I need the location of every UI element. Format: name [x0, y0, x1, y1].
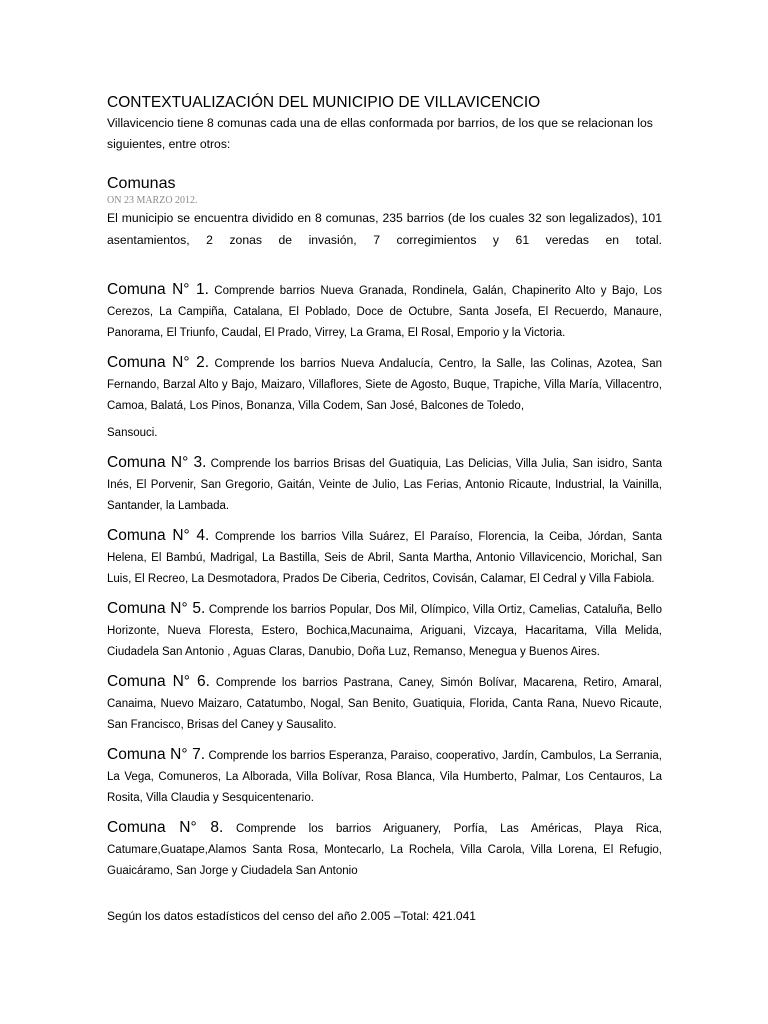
section-date: ON 23 MARZO 2012.	[107, 195, 198, 206]
comuna-3-label: Comuna N° 3.	[107, 454, 207, 471]
section-summary: El municipio se encuentra dividido en 8 comunas, 235 barrios (de los cuales 32 son legalizados), 101 asentamientos, 2 zonas de invasión, 7 corregimientos y 61 veredas en total.	[107, 211, 662, 247]
intro-paragraph: Villavicencio tiene 8 comunas cada una de ellas conformada por barrios, de los que se relacionan los siguientes, entre otros:	[107, 116, 653, 151]
comuna-2-label: Comuna N° 2.	[107, 354, 210, 371]
comuna-5-label: Comuna N° 5.	[107, 600, 206, 617]
comuna-1-label: Comuna N° 1.	[107, 281, 209, 298]
comuna-5-paragraph	[107, 598, 662, 663]
comuna-8-text: Comprende los barrios Ariguanery, Porfía, Las Américas, Playa Rica, Catumare,Guatape,Alamos Santa Rosa, Montecarlo, La Rochela, Villa Carola, Villa Lorena, El Refugio, Guaicáramo, San Jorge y Ciudadela San Antonio	[107, 823, 662, 877]
comuna-7-label: Comuna N° 7.	[107, 746, 206, 763]
comuna-6-label: Comuna N° 6.	[107, 673, 210, 690]
comuna-2-text: Comprende los barrios Nueva Andalucía, Centro, la Salle, las Colinas, Azotea, San Fernando, Barzal Alto y Bajo, Maizaro, Villaflores, Siete de Agosto, Buque, Trapiche, Villa María, Villacentro, Camoa, Balatá, Los Pinos, Bonanza, Villa Codem, San José, Balcones de Toledo,	[107, 358, 662, 412]
comuna-8-paragraph	[107, 817, 662, 882]
comuna-8-label: Comuna N° 8.	[107, 819, 224, 836]
comuna-2-tail: Sansouci.	[107, 427, 158, 439]
comuna-1-text: Comprende barrios Nueva Granada, Rondinela, Galán, Chapinerito Alto y Bajo, Los Cerezos, La Campiña, Catalana, El Poblado, Doce de Octubre, Santa Josefa, El Recuerdo, Manaure, Panorama, El Triunfo, Caudal, El Prado, Virrey, La Grama, El Rosal, Emporio y la Victoria.	[107, 285, 662, 339]
comuna-4-label: Comuna N° 4.	[107, 527, 210, 544]
comuna-5-text: Comprende los barrios Popular, Dos Mil, Olímpico, Villa Ortiz, Camelias, Cataluña, Bello Horizonte, Nueva Floresta, Estero, Bochica,Macunaima, Ariguani, Vizcaya, Hacaritama, Villa Melida, Ciudadela San Antonio , Aguas Claras, Danubio, Doña Luz, Remanso, Menegua y Buenos Aires.	[107, 604, 663, 658]
comuna-7-paragraph	[107, 744, 662, 809]
comuna-4-text: Comprende los barrios Villa Suárez, El Paraíso, Florencia, la Ceiba, Jórdan, Santa Helena, El Bambú, Madrigal, La Bastilla, Seis de Abril, Santa Martha, Antonio Villavicencio, Morichal, San Luis, El Recreo, La Desmotadora, Prados De Ciberia, Cedritos, Covisán, Calamar, El Cedral y Villa Fabiola.	[107, 531, 662, 585]
comuna-3-text: Comprende los barrios Brisas del Guatiquia, Las Delicias, Villa Julia, San isidro, Santa Inés, El Porvenir, San Gregorio, Gaitán, Veinte de Julio, Las Ferias, Antonio Ricaute, Industrial, la Vainilla, Santander, la Lambada.	[107, 458, 662, 512]
comuna-3-paragraph	[107, 452, 662, 517]
comuna-6-text: Comprende los barrios Pastrana, Caney, Simón Bolívar, Macarena, Retiro, Amaral, Canaima, Nuevo Maizaro, Catatumbo, Nogal, San Benito, Guatiquia, Florida, Canta Rana, Nuevo Ricaute, San Francisco, Brisas del Caney y Sausalito.	[107, 677, 662, 731]
document-page	[107, 93, 662, 926]
comuna-6-paragraph	[107, 671, 662, 736]
section-heading: Comunas	[107, 175, 176, 192]
document-title: CONTEXTUALIZACIÓN DEL MUNICIPIO DE VILLAVICENCIO	[107, 94, 541, 111]
comuna-2-paragraph	[107, 352, 662, 444]
census-total: Según los datos estadísticos del censo del año 2.005 –Total: 421.041	[107, 909, 476, 923]
comuna-1-paragraph	[107, 279, 662, 344]
comuna-4-paragraph	[107, 525, 662, 590]
comuna-7-text: Comprende los barrios Esperanza, Paraiso, cooperativo, Jardín, Cambulos, La Serrania, La Vega, Comuneros, La Alborada, Villa Bolívar, Rosa Blanca, Vila Humberto, Palmar, Los Centauros, La Rosita, Villa Claudia y Sesquicentenario.	[107, 750, 662, 804]
